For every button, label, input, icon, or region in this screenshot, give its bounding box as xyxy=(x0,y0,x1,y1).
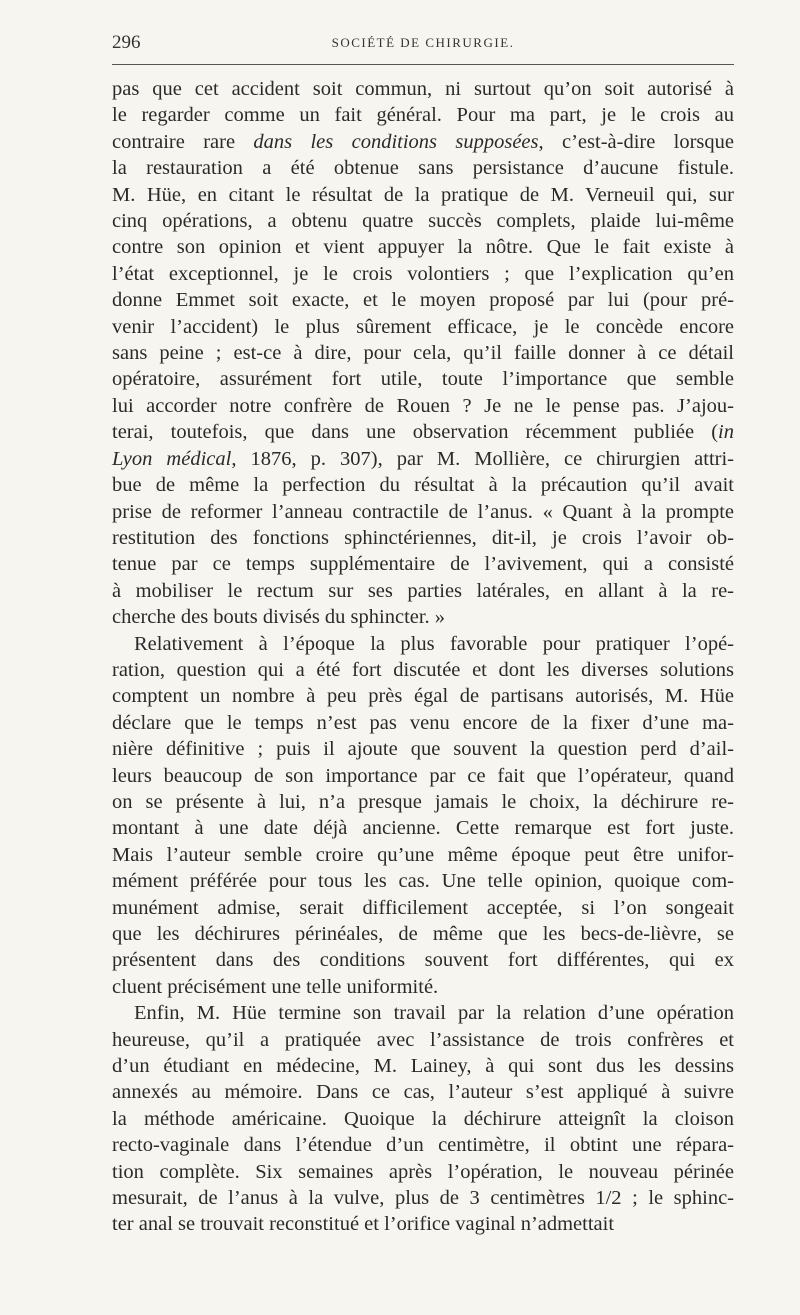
text-line xyxy=(112,868,734,894)
text-segment: nière définitive ; puis il ajoute que souvent la question perd d’ail- xyxy=(112,738,734,761)
text-line xyxy=(112,842,734,868)
text-segment: montant à une date déjà ancienne. Cette remarque est fort juste. xyxy=(112,817,734,840)
text-segment: Enfin, M. Hüe termine son travail par la relation d’une opération xyxy=(134,1002,734,1025)
paragraph xyxy=(112,631,734,1001)
text-segment: comptent un nombre à peu près égal de partisans autorisés, M. Hüe xyxy=(112,685,734,708)
text-line xyxy=(112,974,734,1000)
text-line xyxy=(112,1106,734,1132)
text-line xyxy=(112,710,734,736)
text-segment: venir l’accident) le plus sûrement efficace, je le concède encore xyxy=(112,315,734,338)
text-segment: à mobiliser le rectum sur ses parties latérales, en allant à la re- xyxy=(112,579,734,602)
text-line xyxy=(112,1000,734,1026)
text-segment: mément préférée pour tous les cas. Une telle opinion, quoique com- xyxy=(112,870,734,893)
text-segment: le regarder comme un fait général. Pour ma part, je le crois au xyxy=(112,104,734,127)
text-line xyxy=(112,578,734,604)
text-line xyxy=(112,551,734,577)
text-segment: tion complète. Six semaines après l’opération, le nouveau périnée xyxy=(112,1160,734,1183)
text-line xyxy=(112,419,734,445)
italic-segment: in xyxy=(718,421,734,444)
text-line xyxy=(112,657,734,683)
text-line xyxy=(112,631,734,657)
text-segment: recto-vaginale dans l’étendue d’un centimètre, il obtint une répara- xyxy=(112,1134,734,1157)
text-segment: cherche des bouts divisés du sphincter. » xyxy=(112,606,446,629)
italic-segment: Lyon médical xyxy=(112,447,232,470)
text-line xyxy=(112,155,734,181)
text-line xyxy=(112,1185,734,1211)
text-line xyxy=(112,815,734,841)
text-segment: ter anal se trouvait reconstitué et l’orifice vaginal n’admettait xyxy=(112,1213,615,1236)
text-segment: contraire rare xyxy=(112,130,254,153)
text-segment: leurs beaucoup de son importance par ce fait que l’opérateur, quand xyxy=(112,764,734,787)
text-line xyxy=(112,683,734,709)
text-segment: annexés au mémoire. Dans ce cas, l’auteur s’est appliqué à suivre xyxy=(112,1081,734,1104)
paragraph xyxy=(112,1000,734,1238)
text-segment: on se présente à lui, n’a presque jamais le choix, la déchirure re- xyxy=(112,790,734,813)
text-line xyxy=(112,446,734,472)
text-line xyxy=(112,789,734,815)
text-segment: ration, question qui a été fort discutée et dont les diverses solutions xyxy=(112,658,734,681)
text-segment: déclare que le temps n’est pas venu encore de la fixer d’une ma- xyxy=(112,711,734,734)
text-line xyxy=(112,499,734,525)
text-line xyxy=(112,921,734,947)
text-segment: que les déchirures périnéales, de même que les becs-de-lièvre, se xyxy=(112,923,734,945)
text-line xyxy=(112,1159,734,1185)
text-segment: donne Emmet soit exacte, et le moyen proposé par lui (pour pré- xyxy=(112,289,734,312)
running-title: SOCIÉTÉ DE CHIRURGIE. xyxy=(331,35,515,50)
text-line xyxy=(112,393,734,419)
text-segment: , c’est-à-dire lorsque xyxy=(538,130,735,153)
text-line xyxy=(112,314,734,340)
text-segment: M. Hüe, en citant le résultat de la pratique de M. Verneuil qui, sur xyxy=(112,183,734,206)
text-line xyxy=(112,1132,734,1158)
text-segment: Relativement à l’époque la plus favorable pour pratiquer l’opé- xyxy=(134,632,734,655)
text-line xyxy=(112,76,734,102)
text-line xyxy=(112,1053,734,1079)
text-segment: sans peine ; est-ce à dire, pour cela, qu’il faille donner à ce détail xyxy=(112,342,734,365)
text-line xyxy=(112,895,734,921)
text-segment: opératoire, assurément fort utile, toute l’importance que semble xyxy=(112,368,734,391)
text-segment: mesurait, de l’anus à la vulve, plus de 3 centimètres 1/2 ; le sphinc- xyxy=(112,1187,734,1210)
text-line xyxy=(112,102,734,128)
text-line xyxy=(112,261,734,287)
text-line xyxy=(112,287,734,313)
text-line xyxy=(112,763,734,789)
text-line xyxy=(112,182,734,208)
text-line xyxy=(112,366,734,392)
text-line xyxy=(112,129,734,155)
text-line xyxy=(112,947,734,973)
text-segment: d’un étudiant en médecine, M. Lainey, à qui sont dus les dessins xyxy=(112,1055,734,1078)
text-segment: restitution des fonctions sphinctériennes, dit-il, je crois l’avoir ob- xyxy=(112,526,734,549)
page-number: 296 xyxy=(112,32,141,53)
text-line xyxy=(112,208,734,234)
text-line xyxy=(112,736,734,762)
body-text xyxy=(112,76,734,1238)
text-line xyxy=(112,1027,734,1053)
text-segment: munément admise, serait difficilement acceptée, si l’on songeait xyxy=(112,896,734,919)
text-segment: heureuse, qu’il a pratiquée avec l’assistance de trois confrères et xyxy=(112,1028,734,1051)
text-segment: cluent précisément une telle uniformité. xyxy=(112,975,439,998)
text-segment: Mais l’auteur semble croire qu’une même époque peut être unifor- xyxy=(112,843,734,866)
text-segment: contre son opinion et vient appuyer la nôtre. Que le fait existe à xyxy=(112,236,734,259)
text-line xyxy=(112,472,734,498)
text-segment: la restauration a été obtenue sans persistance d’aucune fistule. xyxy=(112,157,734,180)
text-segment: prise de reformer l’anneau contractile de l’anus. « Quant à la prompte xyxy=(112,500,734,523)
text-segment: tenue par ce temps supplémentaire de l’avivement, qui a consisté xyxy=(112,553,734,576)
text-segment: la méthode américaine. Quoique la déchirure atteignît la cloison xyxy=(112,1107,734,1130)
text-segment: cinq opérations, a obtenu quatre succès complets, plaide lui-même xyxy=(112,210,734,233)
text-segment: présentent dans des conditions souvent fort différentes, qui ex xyxy=(112,949,734,972)
text-segment: bue de même la perfection du résultat à la précaution qu’il avait xyxy=(112,474,734,497)
text-segment: , 1876, p. 307), par M. Mollière, ce chirurgien attri- xyxy=(231,447,734,470)
text-line xyxy=(112,1211,734,1237)
text-line xyxy=(112,525,734,551)
text-segment: lui accorder notre confrère de Rouen ? Je ne le pense pas. J’ajou- xyxy=(112,394,734,417)
text-line xyxy=(112,604,734,630)
paragraph xyxy=(112,76,734,631)
header-rule xyxy=(112,64,734,65)
text-line xyxy=(112,340,734,366)
page-header xyxy=(112,30,734,58)
text-segment: terai, toutefois, que dans une observation récemment publiée ( xyxy=(112,421,719,444)
text-line xyxy=(112,1079,734,1105)
text-segment: pas que cet accident soit commun, ni surtout qu’on soit autorisé à xyxy=(112,78,734,100)
text-line xyxy=(112,234,734,260)
text-segment: l’état exceptionnel, je le crois volontiers ; que l’explication qu’en xyxy=(112,262,734,285)
italic-segment: dans les conditions supposées xyxy=(253,130,539,153)
